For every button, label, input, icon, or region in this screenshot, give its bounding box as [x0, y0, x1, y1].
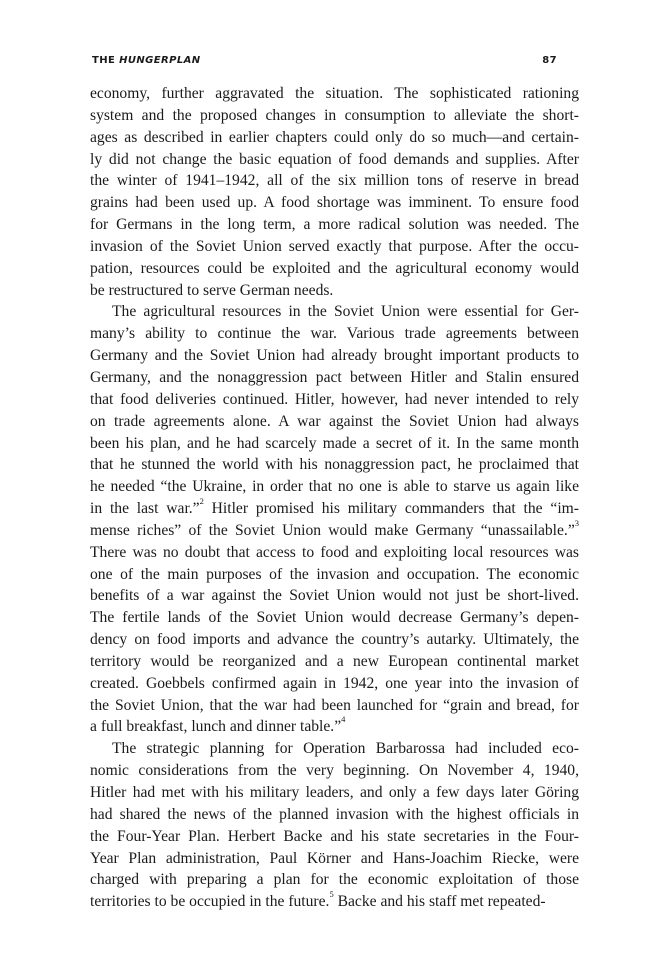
text-line	[90, 323, 579, 345]
line-text: a full breakfast, lunch and dinner table.”	[90, 718, 342, 736]
text-line	[90, 498, 579, 520]
paragraph	[90, 83, 579, 301]
text-line	[90, 389, 579, 411]
text-line	[90, 782, 579, 804]
text-line	[90, 476, 579, 498]
line-text: Backe and his staff met repeated-	[333, 893, 546, 911]
line-text: on trade agreements alone. A war against the Soviet Union had always	[90, 412, 579, 430]
line-text: pation, resources could be exploited and the agricultural economy would	[90, 259, 579, 277]
line-text: benefits of a war against the Soviet Union would not just be short-lived.	[90, 587, 579, 605]
text-line	[90, 345, 579, 367]
line-text: grains had been used up. A food shortage was imminent. To ensure food	[90, 194, 579, 212]
line-text: many’s ability to continue the war. Various trade agreements between	[90, 325, 579, 343]
text-line	[90, 716, 579, 738]
line-text: had shared the news of the planned invasion with the highest officials in	[90, 805, 579, 823]
text-line	[90, 214, 579, 236]
line-text: one of the main purposes of the invasion and occupation. The economic	[90, 565, 579, 583]
line-text: economy, further aggravated the situation. The sophisticated rationing	[90, 85, 579, 102]
text-line	[90, 454, 579, 476]
line-text: territories to be occupied in the future.	[90, 893, 330, 911]
text-line	[90, 258, 579, 280]
line-text: ly did not change the basic equation of food demands and supplies. After	[90, 150, 579, 168]
text-line	[90, 301, 579, 323]
line-text: The fertile lands of the Soviet Union would decrease Germany’s depen-	[90, 609, 579, 627]
text-line	[90, 869, 579, 891]
text-line	[90, 607, 579, 629]
line-text: the Four-Year Plan. Herbert Backe and his state secretaries in the Four-	[90, 827, 579, 845]
line-text: Germany, and the nonaggression pact between Hitler and Stalin ensured	[90, 368, 579, 386]
line-text: that food deliveries continued. Hitler, however, had never intended to rely	[90, 390, 579, 408]
line-text: Hitler had met with his military leaders, and only a few days later Göring	[90, 784, 579, 801]
line-text: he needed “the Ukraine, in order that no one is able to starve us again like	[90, 478, 579, 496]
line-text: The agricultural resources in the Soviet Union were essential for Ger-	[112, 303, 579, 321]
page-number: 87	[542, 55, 557, 66]
running-head-title-emphasis: HUNGERPLAN	[119, 55, 201, 66]
text-line	[90, 760, 579, 782]
text-line	[90, 651, 579, 673]
text-line	[90, 236, 579, 258]
line-text: There was no doubt that access to food and exploiting local resources was	[90, 543, 579, 561]
text-line	[90, 629, 579, 651]
text-line	[90, 105, 579, 127]
line-text: the Soviet Union, that the war had been launched for “grain and bread, for	[90, 696, 579, 714]
text-line	[90, 367, 579, 389]
line-text: Hitler promised his military commanders that the “im-	[203, 500, 579, 518]
text-line	[90, 804, 579, 826]
text-line	[90, 170, 579, 192]
line-text: The strategic planning for Operation Barbarossa had included eco-	[112, 740, 579, 758]
text-line	[90, 280, 579, 302]
line-text: Year Plan administration, Paul Körner and Hans-Joachim Riecke, were	[90, 849, 579, 867]
text-line	[90, 192, 579, 214]
text-line	[90, 542, 579, 564]
text-line	[90, 695, 579, 717]
running-head	[92, 55, 557, 66]
line-text: system and the proposed changes in consumption to alleviate the short-	[90, 106, 579, 124]
paragraph	[90, 301, 579, 738]
text-line	[90, 517, 579, 542]
line-text: be restructured to serve German needs.	[90, 281, 334, 299]
line-text: Germany and the Soviet Union had already brought important products to	[90, 347, 579, 365]
line-text: charged with preparing a plan for the economic exploitation of those	[90, 871, 579, 889]
line-text: been his plan, and he had scarcely made a secret of it. In the same month	[90, 434, 579, 452]
text-line	[90, 564, 579, 586]
text-line	[90, 411, 579, 433]
body-text	[90, 83, 579, 913]
text-line	[90, 848, 579, 870]
footnote-marker: 5	[329, 889, 334, 900]
text-line	[90, 585, 579, 607]
text-line	[90, 891, 579, 913]
text-line	[90, 83, 579, 105]
line-text: ages as described in earlier chapters could only do so much—and certain-	[90, 128, 579, 146]
line-text: invasion of the Soviet Union served exactly that purpose. After the occu-	[90, 237, 579, 255]
line-text: that he stunned the world with his nonaggression pact, he proclaimed that	[90, 456, 579, 474]
text-line	[90, 826, 579, 848]
paragraph	[90, 738, 579, 913]
line-text: nomic considerations from the very beginning. On November 4, 1940,	[90, 762, 579, 780]
text-line	[90, 738, 579, 760]
running-head-title-plain: THE	[92, 55, 120, 66]
text-line	[90, 127, 579, 149]
footnote-marker: 4	[341, 714, 346, 725]
text-line	[90, 149, 579, 171]
line-text: dency on food imports and advance the country’s autarky. Ultimately, the	[90, 631, 579, 649]
text-line	[90, 433, 579, 455]
line-text: mense riches” of the Soviet Union would make Germany “unassailable.”	[90, 521, 575, 539]
line-text: for Germans in the long term, a more radical solution was needed. The	[90, 216, 579, 234]
footnote-marker: 3	[574, 517, 579, 528]
line-text: the winter of 1941–1942, all of the six million tons of reserve in bread	[90, 172, 579, 190]
line-text: territory would be reorganized and a new European continental market	[90, 652, 579, 670]
footnote-marker: 2	[199, 496, 204, 507]
text-line	[90, 673, 579, 695]
line-text: created. Goebbels confirmed again in 1942, one year into the invasion of	[90, 674, 579, 692]
running-head-title	[92, 55, 201, 66]
line-text: in the last war.”	[90, 500, 200, 518]
